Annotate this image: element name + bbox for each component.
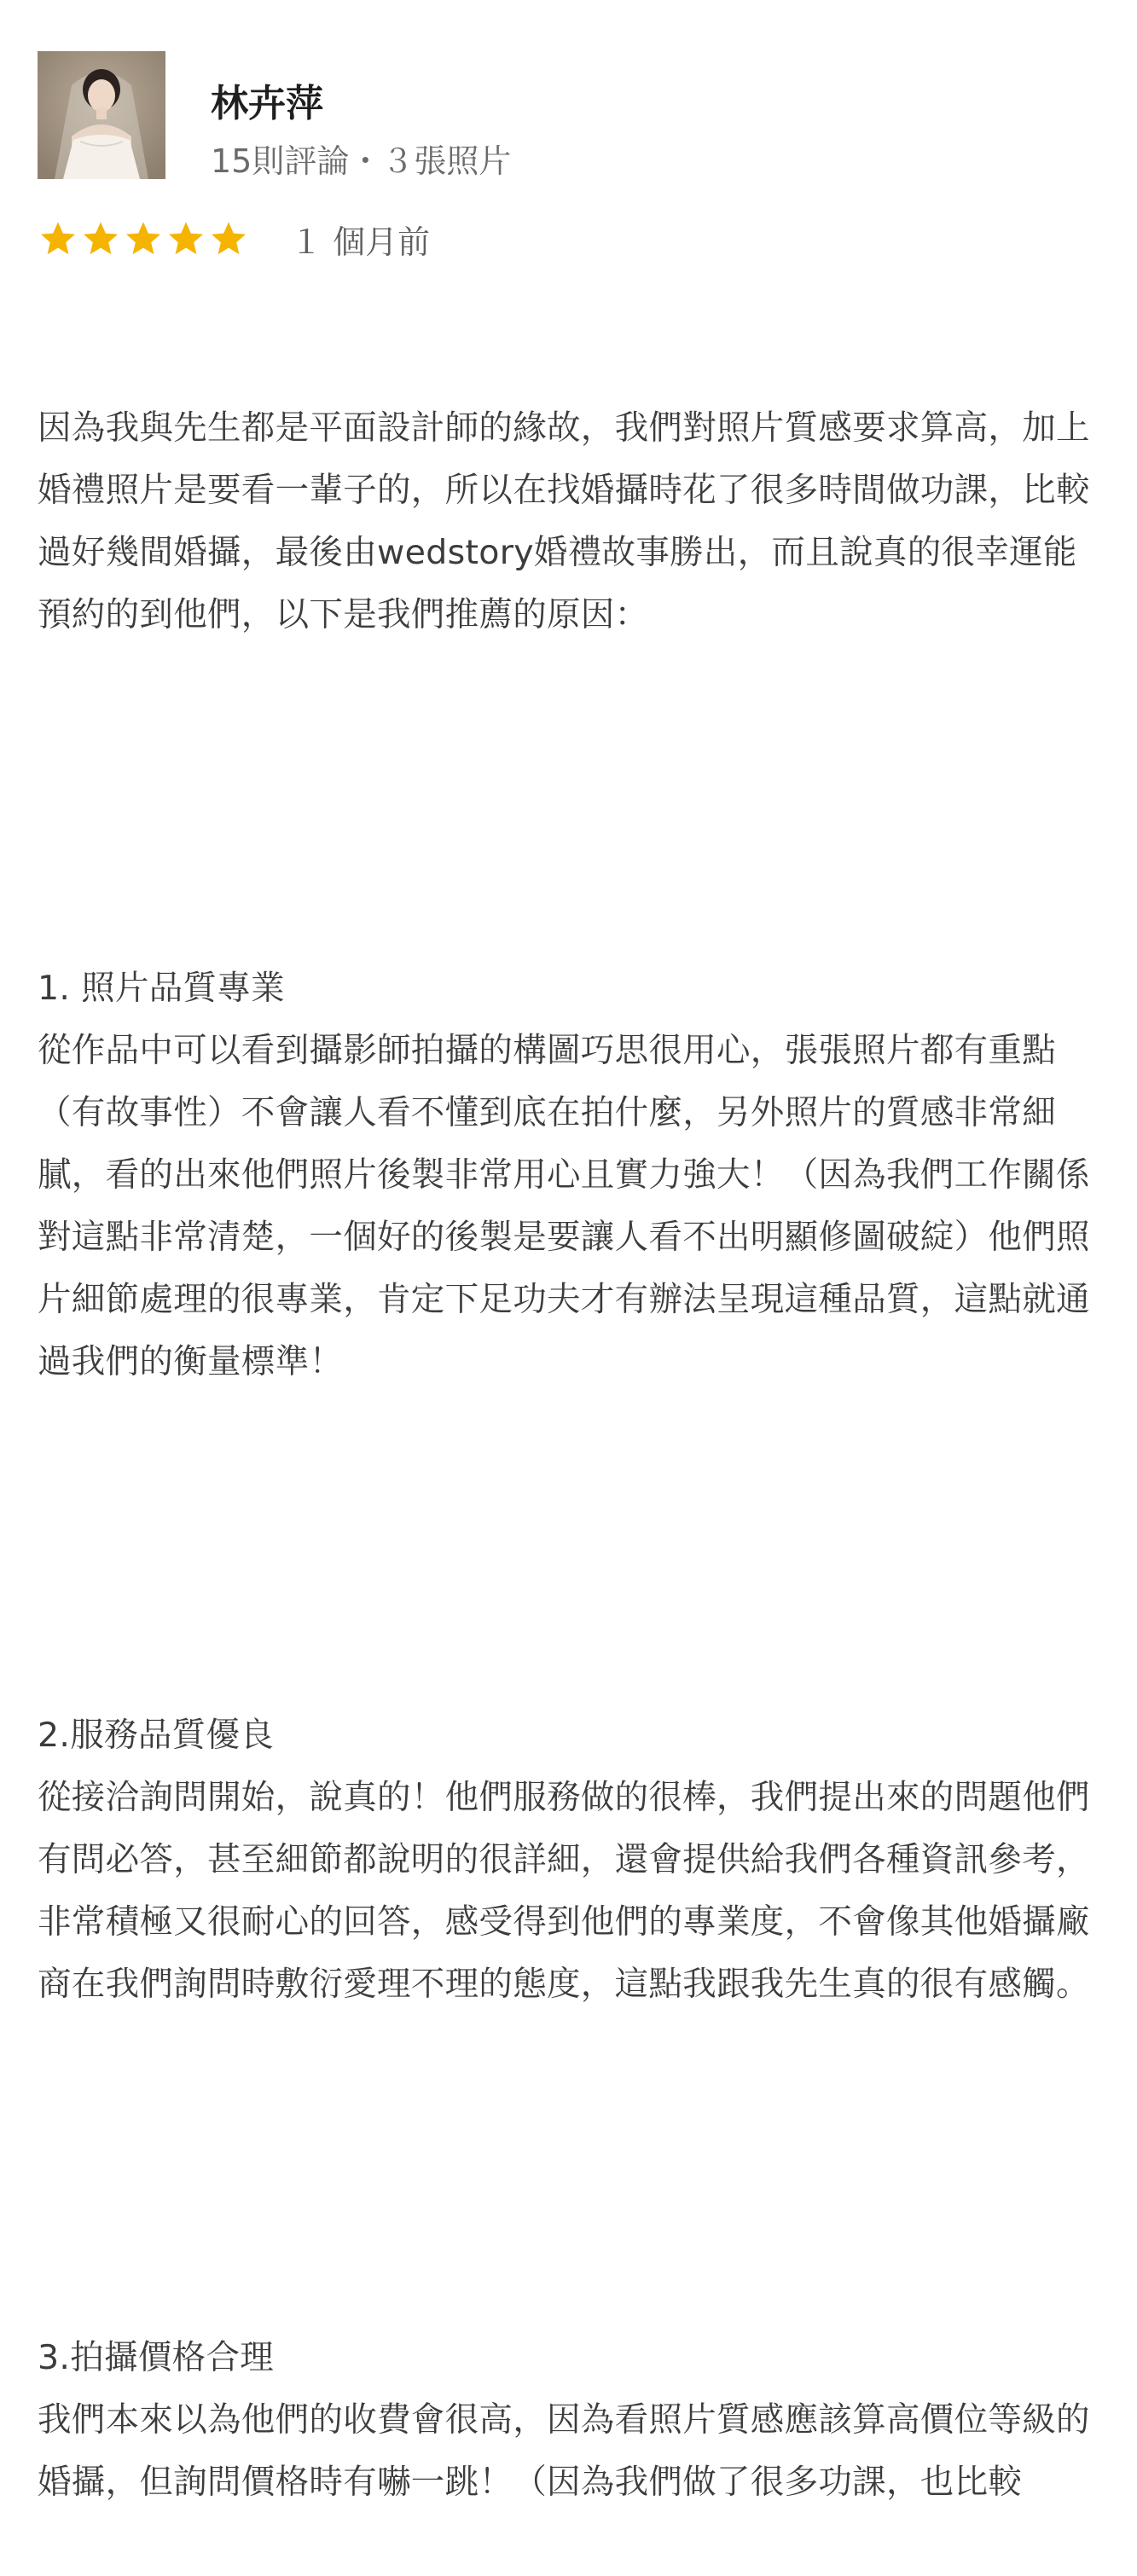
review-paragraph: 因為我與先生都是平面設計師的緣故，我們對照片質感要求算高，加上婚禮照片是要看一輩子的，所以在找婚攝時花了很多時間做功課，比較過好幾間婚攝，最後由wedstory婚禮故事勝出，而且說真的很幸運能預約的到他們，以下是我們推薦的原因： (38, 408, 1090, 634)
star-icon (38, 218, 78, 259)
reviewer-avatar[interactable] (38, 51, 165, 179)
star-icon (165, 218, 206, 259)
rating-row (38, 213, 430, 264)
reviewer-name[interactable]: 林卉萍 (211, 82, 323, 125)
review-paragraph: 1. 照片品質專業 從作品中可以看到攝影師拍攝的構圖巧思很用心，張張照片都有重點（有故事性）不會讓人看不懂到底在拍什麼，另外照片的質感非常細膩，看的出來他們照片後製非常用心且實力強大！（因為我們工作關係對這點非常清楚，一個好的後製是要讓人看不出明顯修圖破綻）他們照片細節處理的很專業，肯定下足功夫才有辦法呈現這種品質，這點就通過我們的衡量標準！ (38, 969, 1090, 1381)
avatar-photo-icon (38, 51, 165, 179)
review-paragraph: 2.服務品質優良 從接洽詢問開始，說真的！他們服務做的很棒，我們提出來的問題他們有問必答，甚至細節都說明的很詳細，還會提供給我們各種資訊參考，非常積極又很耐心的回答，感受得到他們的專業度，不會像其他婚攝廠商在我們詢問時敷衍愛理不理的態度，這點我跟我先生真的很有感觸。 (38, 1716, 1090, 2004)
star-rating (38, 218, 249, 259)
review-date: １ 個月前 (290, 223, 431, 261)
star-icon (208, 218, 249, 259)
review-paragraph: 3.拍攝價格合理 我們本來以為他們的收費會很高，因為看照片質感應該算高價位等級的婚攝，但詢問價格時有嚇一跳！（因為我們做了很多功課，也比較 (38, 2338, 1090, 2502)
reviewer-header (38, 51, 1104, 179)
star-icon (123, 218, 164, 259)
review-text (38, 273, 1105, 2576)
star-icon (80, 218, 121, 259)
reviewer-stats: 15則評論・３張照片 (211, 142, 512, 180)
